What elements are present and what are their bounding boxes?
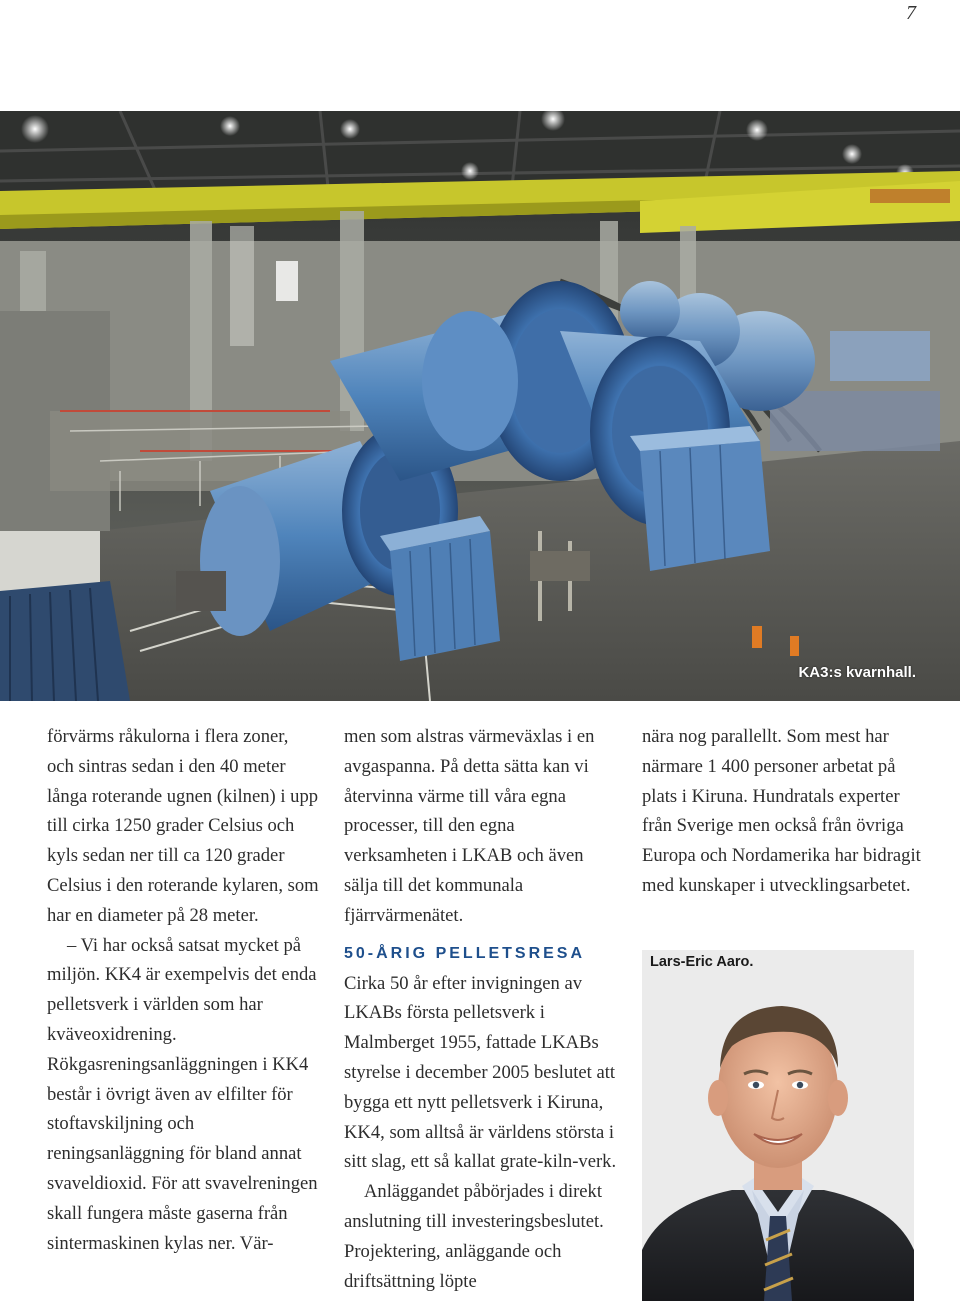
- column2-paragraph-1: Cirka 50 år efter invigningen av LKABs första pelletsverk i Malmberget 1955, fattade LKABs styrelse i december 2005 beslutet att bygga ett nytt pelletsverk i Kiruna, KK4, som alltså är världens största i sitt slag, ett så kallat grate-kiln-verk.: [344, 972, 617, 1173]
- page-number: 7: [906, 2, 916, 24]
- photo-caption: KA3:s kvarnhall.: [798, 664, 916, 681]
- mill-hall-illustration: [0, 111, 960, 701]
- column1-paragraph-1: förvärms råkulorna i flera zoner, och sintras sedan i den 40 meter långa roterande ugnen (kilnen) i upp till cirka 1250 grader Celsius och kyls sedan ner till ca 120 grader Celsius i den roterande kylaren, som har en diameter på 28 meter.: [47, 726, 319, 926]
- column2-intro-paragraph: men som alstras värmeväxlas i en avgaspanna. På detta sätta kan vi återvinna värme till våra egna processer, till den egna verksamheten i LKAB och även sälja till det kommunala fjärrvärmenätet.: [344, 726, 595, 926]
- column1-paragraph-2: – Vi har också satsat mycket på miljön. KK4 är exempelvis det enda pelletsverk i världen som har kväveoxidrening. Rökgasreningsanläggningen i KK4 består i övrigt även av elfilter för stoftavskiljning och reningsanläggning för bland annat svaveldioxid. För att svavelreningen skall fungera måste gaserna från sintermaskinen kylas ner. Vär-: [47, 934, 318, 1254]
- column2-paragraph-2: Anläggandet påbörjades i direkt anslutning till investeringsbeslutet. Projektering, anläggande och driftsättning löpte: [344, 1181, 604, 1292]
- section-heading: 50-ÅRIG PELLETSRESA: [344, 944, 586, 962]
- article-column-2: [344, 722, 622, 1296]
- portrait-caption: Lars-Eric Aaro.: [650, 954, 754, 970]
- column3-paragraph: nära nog parallellt. Som mest har närmare 1 400 personer arbetat på plats i Kiruna. Hundratals experter från Sverige men också från övriga Europa och Nordamerika har bidragit med kunskaper i utvecklingsarbetet.: [642, 726, 921, 896]
- portrait-photo: [642, 950, 914, 1301]
- article-column-3: [642, 722, 924, 901]
- portrait-illustration: [642, 950, 914, 1301]
- mill-hall-photo: [0, 111, 960, 701]
- article-column-1: [47, 722, 319, 1258]
